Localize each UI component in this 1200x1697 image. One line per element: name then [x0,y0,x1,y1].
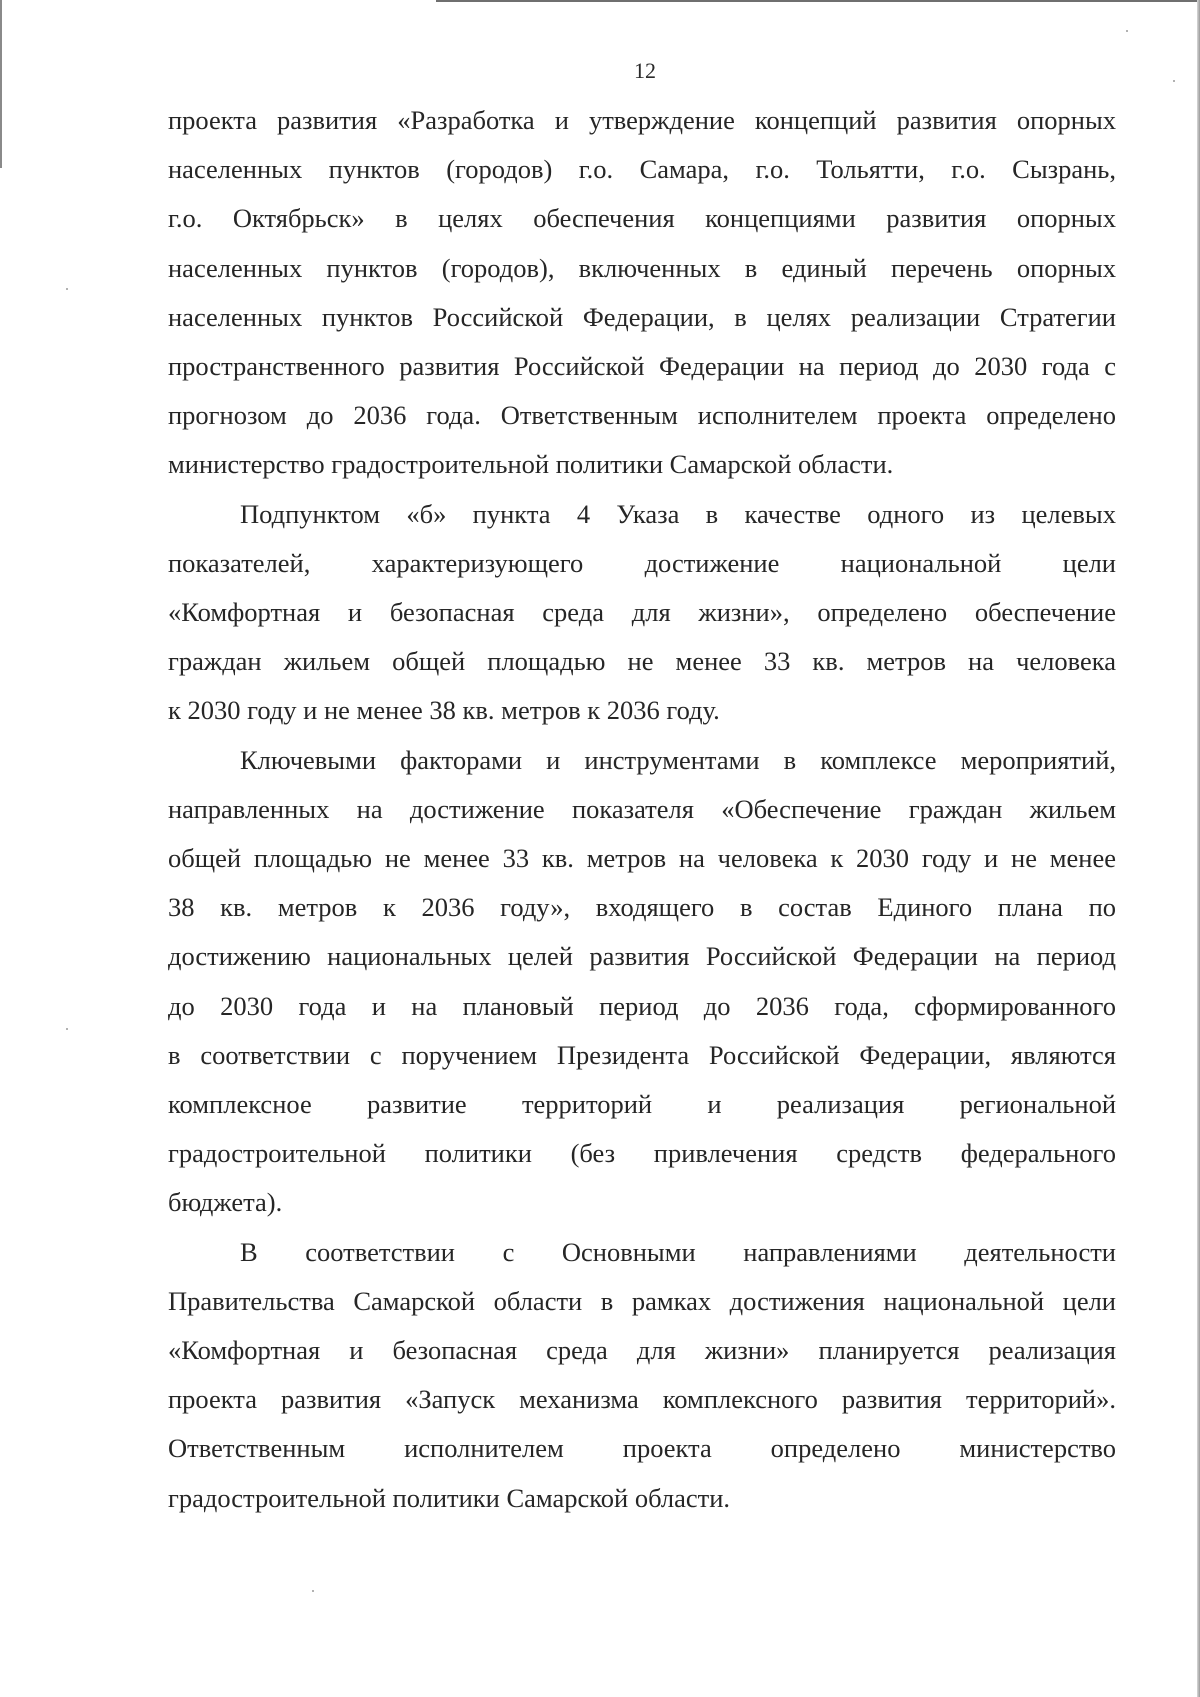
text-line: населенных пунктов (городов) г.о. Самара, г.о. Тольятти, г.о. Сызрань, [168,154,1116,185]
text-line: граждан жильем общей площадью не менее 33 кв. метров на человека [168,646,1116,677]
text-line: до 2030 года и на плановый период до 2036 года, сформированного [168,990,1116,1021]
scan-top-edge [436,0,1200,2]
text-line: населенных пунктов Российской Федерации, в целях реализации Стратегии [168,301,1116,332]
document-body [168,96,1116,1523]
text-line: направленных на достижение показателя «Обеспечение граждан жильем [168,793,1116,824]
scan-left-mark [0,0,2,168]
text-line: прогнозом до 2036 года. Ответственным исполнителем проекта определено [168,400,1116,431]
text-line: показателей, характеризующего достижение национальной цели [168,547,1116,578]
paragraph-4 [168,1228,1116,1523]
text-line: проекта развития «Разработка и утверждение концепций развития опорных [168,105,1116,135]
text-line: Правительства Самарской области в рамках достижения национальной цели [168,1285,1116,1316]
text-line: «Комфортная и безопасная среда для жизни», определено обеспечение [168,597,1116,628]
paragraph-2 [168,490,1116,736]
scan-speck [66,1028,68,1030]
text-line: населенных пунктов (городов), включенных в единый перечень опорных [168,252,1116,283]
text-line: Ключевыми факторами и инструментами в комплексе мероприятий, [240,744,1116,775]
text-line: к 2030 году и не менее 38 кв. метров к 2036 году. [168,695,720,726]
scan-speck [66,288,68,290]
text-line: градостроительной политики (без привлечения средств федерального [168,1138,1116,1169]
text-line: Ответственным исполнителем проекта определено министерство [168,1433,1116,1464]
text-line: общей площадью не менее 33 кв. метров на человека к 2030 году и не менее [168,843,1116,874]
text-line: В соответствии с Основными направлениями деятельности [240,1236,1116,1267]
text-line: градостроительной политики Самарской области. [168,1482,731,1513]
text-line: комплексное развитие территорий и реализация региональной [168,1089,1116,1120]
paragraph-1 [168,96,1116,490]
text-line: проекта развития «Запуск механизма комплексного развития территорий». [168,1384,1116,1415]
text-line: г.о. Октябрьск» в целях обеспечения концепциями развития опорных [168,203,1116,234]
text-line: министерство градостроительной политики Самарской области. [168,449,894,480]
scan-speck [1126,30,1128,32]
text-line: 38 кв. метров к 2036 году», входящего в состав Единого плана по [168,892,1116,923]
text-line: пространственного развития Российской Федерации на период до 2030 года с [168,351,1116,382]
text-line: бюджета). [168,1187,283,1218]
text-line: Подпунктом «б» пункта 4 Указа в качестве одного из целевых [240,498,1116,529]
text-line: «Комфортная и безопасная среда для жизни» планируется реализация [168,1335,1116,1366]
scan-speck [312,1590,314,1592]
text-line: достижению национальных целей развития Российской Федерации на период [168,941,1116,972]
page-number: 12 [634,58,656,83]
paragraph-3 [168,736,1116,1228]
text-line: в соответствии с поручением Президента Российской Федерации, являются [168,1039,1116,1070]
